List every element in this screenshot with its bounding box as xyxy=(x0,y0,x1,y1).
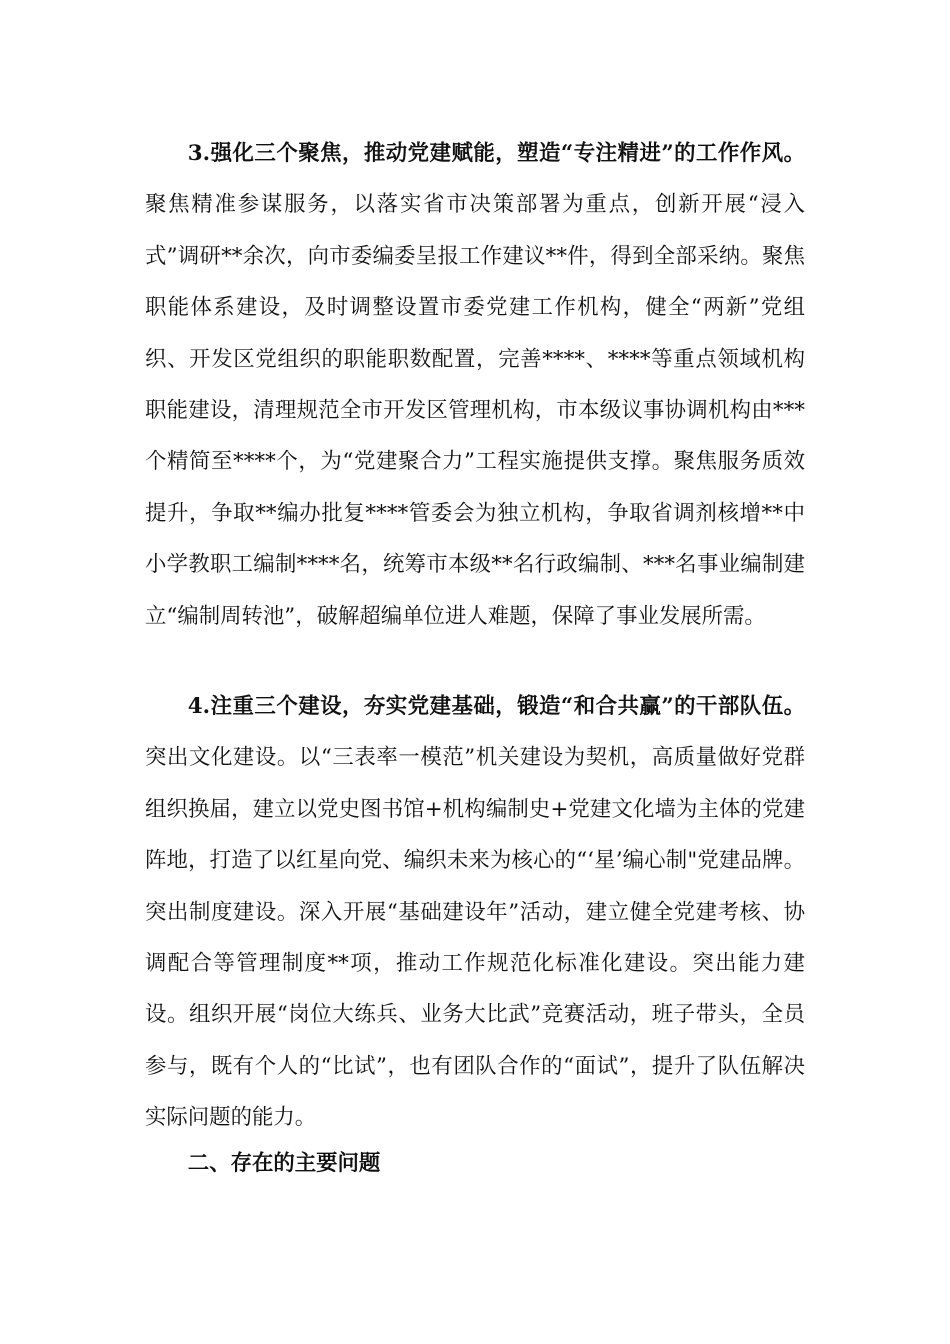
paragraph-3-body: 聚焦精准参谋服务，以落实省市决策部署为重点，创新开展“浸入式”调研**余次，向市委编委呈报工作建议**件，得到全部采纳。聚焦职能体系建设，及时调整设置市委党建工作机构，健全“两新”党组织、开发区党组织的职能职数配置，完善****、****等重点领域机构职能建设，清理规范全市开发区管理机构，市本级议事协调机构由***个精简至****个，为“党建聚合力”工程实施提供支撑。聚焦服务质效提升，争取**编办批复****管委会为独立机构，争取省调剂核增**中小学教职工编制****名，统筹市本级**名行政编制、***名事业编制建立“编制周转池”，破解超编单位进人难题，保障了事业发展所需。 xyxy=(145,192,805,629)
paragraph-3-lead: 3.强化三个聚焦，推动党建赋能，塑造“专注精进”的工作作风。 xyxy=(187,141,805,166)
paragraph-4 xyxy=(145,681,805,1144)
section-heading: 二、存在的主要问题 xyxy=(187,1151,381,1176)
paragraph-3 xyxy=(145,128,805,642)
paragraph-4-body: 突出文化建设。以“三表率一模范”机关建设为契机，高质量做好党群组织换届，建立以党史图书馆+机构编制史+党建文化墙为主体的党建阵地，打造了以红星向党、编织未来为核心的“‘星’编心制"党建品牌。突出制度建设。深入开展“基础建设年”活动，建立健全党建考核、协调配合等管理制度**项，推动工作规范化标准化建设。突出能力建设。组织开展“岗位大练兵、业务大比武”竞赛活动，班子带头，全员参与，既有个人的“比试”，也有团队合作的“面试”，提升了队伍解决实际问题的能力。 xyxy=(145,745,805,1131)
paragraph-4-lead: 4.注重三个建设，夯实党建基础，锻造“和合共赢”的干部队伍。 xyxy=(187,694,805,719)
